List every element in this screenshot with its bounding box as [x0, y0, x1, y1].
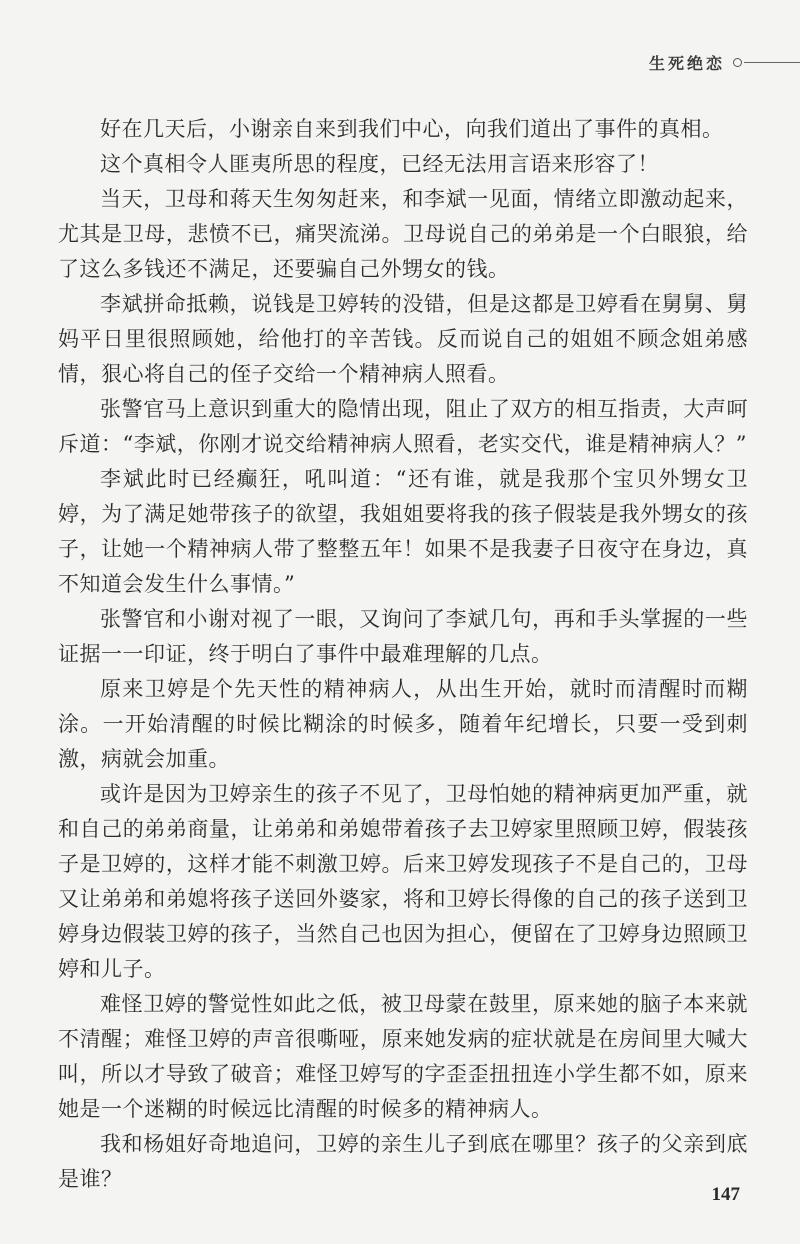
- header-ornament-circle: [733, 58, 742, 67]
- paragraph: 张警官马上意识到重大的隐情出现，阻止了双方的相互指责，大声呵斥道：“李斌，你刚才说交给精神病人照看，老实交代，谁是精神病人？”: [58, 397, 748, 456]
- paragraph: 我和杨姐好奇地追问，卫婷的亲生儿子到底在哪里？孩子的父亲到底是谁？: [58, 1132, 748, 1191]
- paragraph: 难怪卫婷的警觉性如此之低，被卫母蒙在鼓里，原来她的脑子本来就不清醒；难怪卫婷的声音很嘶哑，原来她发病的症状就是在房间里大喊大叫，所以才导致了破音；难怪卫婷写的字歪歪扭扭连小学生都不如，原来她是一个迷糊的时候远比清醒的时候多的精神病人。: [58, 992, 748, 1121]
- body-text: [58, 112, 748, 1197]
- paragraph: 张警官和小谢对视了一眼，又询问了李斌几句，再和手头掌握的一些证据一一印证，终于明白了事件中最难理解的几点。: [58, 607, 748, 666]
- paragraph: 当天，卫母和蒋天生匆匆赶来，和李斌一见面，情绪立即激动起来，尤其是卫母，悲愤不已，痛哭流涕。卫母说自己的弟弟是一个白眼狼，给了这么多钱还不满足，还要骗自己外甥女的钱。: [58, 187, 748, 281]
- paragraph: 这个真相令人匪夷所思的程度，已经无法用言语来形容了！: [100, 152, 659, 176]
- paragraph: 李斌此时已经癫狂，吼叫道：“还有谁，就是我那个宝贝外甥女卫婷，为了满足她带孩子的欲望，我姐姐要将我的孩子假装是我外甥女的孩子，让她一个精神病人带了整整五年！如果不是我妻子日夜守在身边，真不知道会发生什么事情。”: [58, 467, 748, 596]
- paragraph: 李斌拼命抵赖，说钱是卫婷转的没错，但是这都是卫婷看在舅舅、舅妈平日里很照顾她，给他打的辛苦钱。反而说自己的姐姐不顾念姐弟感情，狠心将自己的侄子交给一个精神病人照看。: [58, 292, 748, 386]
- chapter-title: 生死绝恋: [648, 53, 725, 73]
- page-number: 147: [711, 1184, 740, 1205]
- paragraph: 原来卫婷是个先天性的精神病人，从出生开始，就时而清醒时而糊涂。一开始清醒的时候比糊涂的时候多，随着年纪增长，只要一受到刺激，病就会加重。: [58, 677, 748, 771]
- running-header: [649, 48, 800, 76]
- header-rule: [744, 62, 800, 63]
- paragraph: 或许是因为卫婷亲生的孩子不见了，卫母怕她的精神病更加严重，就和自己的弟弟商量，让弟弟和弟媳带着孩子去卫婷家里照顾卫婷，假装孩子是卫婷的，这样才能不刺激卫婷。后来卫婷发现孩子不是自己的，卫母又让弟弟和弟媳将孩子送回外婆家，将和卫婷长得像的自己的孩子送到卫婷身边假装卫婷的孩子，当然自己也因为担心，便留在了卫婷身边照顾卫婷和儿子。: [58, 782, 748, 981]
- paragraph: 好在几天后，小谢亲自来到我们中心，向我们道出了事件的真相。: [100, 117, 724, 141]
